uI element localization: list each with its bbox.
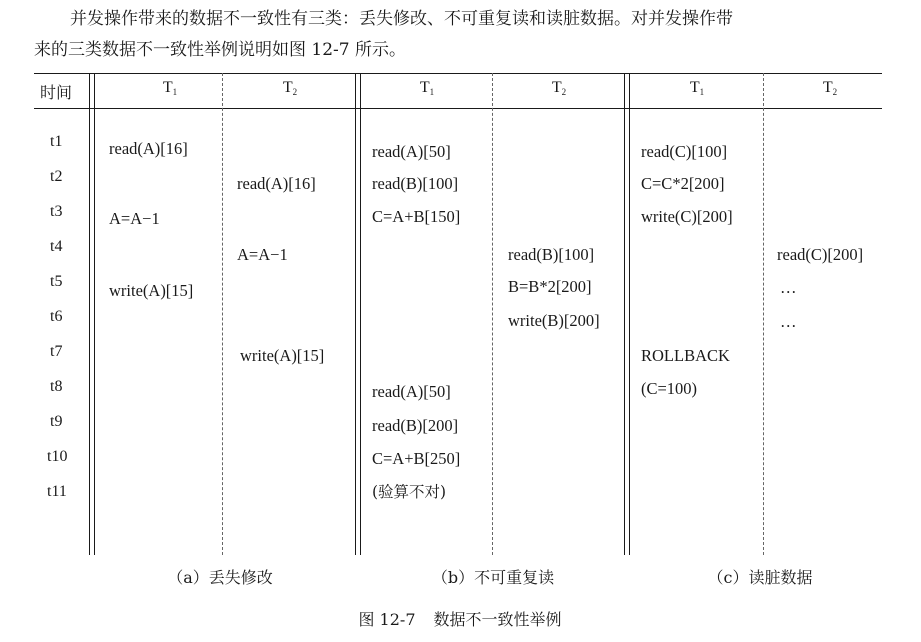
- b-t1-sum: C=A+B[150]: [372, 207, 461, 226]
- caption-a: （a）丢失修改: [167, 568, 273, 587]
- a-t2-decrement: A=A−1: [237, 245, 288, 264]
- time-header: 时间: [40, 83, 73, 102]
- c-t2-ellipsis-1: …: [780, 278, 797, 297]
- divider-b-c: [624, 73, 630, 555]
- header-c-t1: $T_1$: [689, 79, 705, 97]
- divider-a-dashed: [222, 73, 223, 555]
- time-t9: t9: [50, 413, 63, 430]
- table-top-rule: [34, 73, 882, 74]
- header-a-t1: $T_1$: [162, 79, 178, 97]
- c-t2-read: read(C)[200]: [777, 245, 864, 264]
- time-t4: t4: [50, 238, 63, 255]
- b-t1-resum: C=A+B[250]: [372, 449, 461, 468]
- figure-number: 图 12-7: [358, 610, 416, 629]
- divider-time-a: [89, 73, 95, 555]
- c-t1-write: write(C)[200]: [641, 207, 733, 226]
- header-c-t2: $T_2$: [822, 79, 838, 97]
- c-t1-rollback: ROLLBACK: [641, 346, 730, 365]
- c-t2-ellipsis-2: …: [780, 312, 797, 331]
- a-t2-read: read(A)[16]: [237, 174, 316, 193]
- time-t11: t11: [47, 483, 67, 500]
- time-t7: t7: [50, 343, 63, 360]
- b-t1-read-b: read(B)[100]: [372, 174, 459, 193]
- c-t1-restored: (C=100): [641, 379, 698, 398]
- b-t2-read: read(B)[100]: [508, 245, 595, 264]
- header-b-t2: $T_2$: [551, 79, 567, 97]
- b-t2-write: write(B)[200]: [508, 311, 600, 330]
- intro-line-2: 来的三类数据不一致性举例说明如图 12-7 所示。: [34, 40, 406, 60]
- c-t1-read: read(C)[100]: [641, 142, 728, 161]
- figure-title-text: 数据不一致性举例: [433, 610, 562, 629]
- c-t1-double: C=C*2[200]: [641, 174, 725, 193]
- time-t2: t2: [50, 168, 63, 185]
- b-t2-double: B=B*2[200]: [508, 277, 592, 296]
- table-header-rule: [34, 108, 882, 109]
- caption-c: （c）读脏数据: [707, 568, 813, 587]
- intro-line-1: 并发操作带来的数据不一致性有三类：丢失修改、不可重复读和读脏数据。对并发操作带: [70, 9, 733, 29]
- header-a-t2: $T_2$: [282, 79, 298, 97]
- divider-b-dashed: [492, 73, 493, 555]
- a-t1-decrement: A=A−1: [109, 209, 160, 228]
- time-t6: t6: [50, 308, 63, 325]
- divider-a-b: [355, 73, 361, 555]
- divider-c-dashed: [763, 73, 764, 555]
- b-t1-note: (验算不对): [372, 483, 447, 501]
- time-t3: t3: [50, 203, 63, 220]
- time-t8: t8: [50, 378, 63, 395]
- b-t1-read-a: read(A)[50]: [372, 142, 451, 161]
- caption-b: （b）不可重复读: [431, 568, 555, 587]
- a-t1-write: write(A)[15]: [109, 281, 194, 300]
- time-t10: t10: [47, 448, 68, 465]
- a-t2-write: write(A)[15]: [240, 346, 325, 365]
- a-t1-read: read(A)[16]: [109, 139, 188, 158]
- b-t1-reread-b: read(B)[200]: [372, 416, 459, 435]
- time-t1: t1: [50, 133, 63, 150]
- b-t1-reread-a: read(A)[50]: [372, 382, 451, 401]
- figure-title: [358, 607, 561, 630]
- time-t5: t5: [50, 273, 63, 290]
- header-b-t1: $T_1$: [419, 79, 435, 97]
